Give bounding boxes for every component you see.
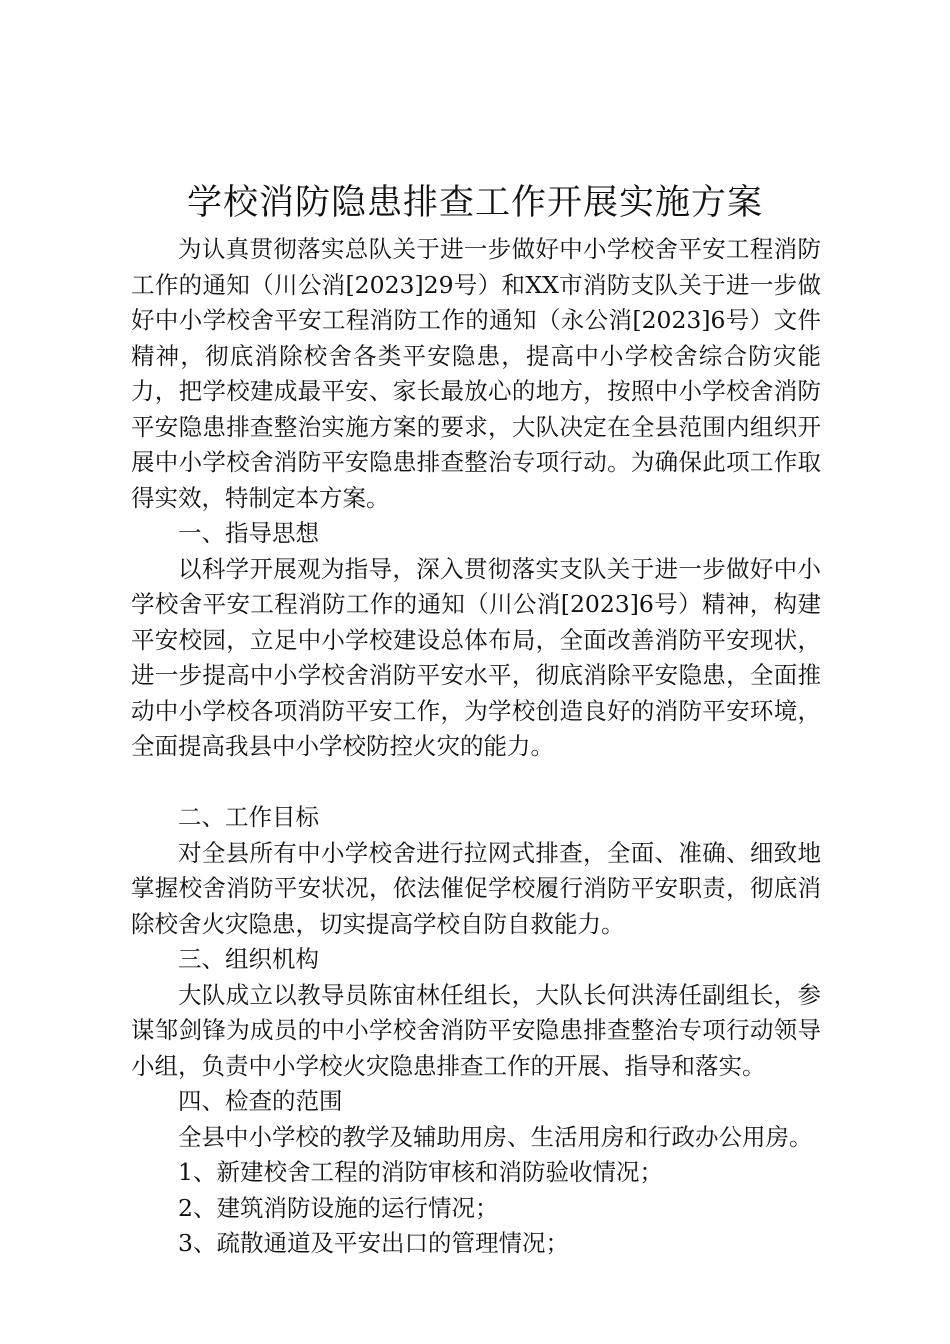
section-heading-organization: 三、组织机构 — [178, 945, 319, 973]
section-heading-guiding-ideology: 一、指导思想 — [178, 519, 319, 547]
section-body-inspection-scope: 全县中小学校的教学及辅助用房、生活用房和行政办公用房。 — [178, 1122, 813, 1151]
list-item: 3、疏散通道及平安出口的管理情况； — [178, 1229, 569, 1257]
paragraph-spacer — [131, 765, 821, 801]
list-item: 2、建筑消防设施的运行情况； — [178, 1193, 499, 1222]
section-body-organization: 大队成立以教导员陈宙林任组长，大队长何洪涛任副组长，参谋邹剑锋为成员的中小学校舍消防平安隐患排查整治专项行动领导小组，负责中小学校火灾隐患排查工作的开展、指导和落实。 — [131, 980, 821, 1080]
section-body-guiding-ideology: 以科学开展观为指导，深入贯彻落实支队关于进一步做好中小学校舍平安工程消防工作的通知（川公消[2023]6号）精神，构建平安校园，立足中小学校建设总体布局，全面改善消防平安现状，进一步提高中小学校舍消防平安水平，彻底消除平安隐患，全面推动中小学校各项消防平安工作，为学校创造良好的消防平安环境，全面提高我县中小学校防控火灾的能力。 — [131, 554, 821, 760]
document-title: 学校消防隐患排查工作开展实施方案 — [186, 183, 763, 223]
section-heading-work-goals: 二、工作目标 — [178, 803, 319, 831]
section-heading-inspection-scope: 四、检查的范围 — [178, 1087, 343, 1115]
intro-paragraph: 为认真贯彻落实总队关于进一步做好中小学校舍平安工程消防工作的通知（川公消[2023]29号）和XX市消防支队关于进一步做好中小学校舍平安工程消防工作的通知（永公消[2023]6号）文件精神，彻底消除校舍各类平安隐患，提高中小学校舍综合防灾能力，把学校建成最平安、家长最放心的地方，按照中小学校舍消防平安隐患排查整治实施方案的要求，大队决定在全县范围内组织开展中小学校舍消防平安隐患排查整治专项行动。为确保此项工作取得实效，特制定本方案。 — [131, 235, 821, 512]
list-item: 1、新建校舍工程的消防审核和消防验收情况； — [178, 1158, 663, 1186]
document-body — [131, 232, 821, 1262]
section-body-work-goals: 对全县所有中小学校舍进行拉网式排查，全面、准确、细致地掌握校舍消防平安状况，依法催促学校履行消防平安职责，彻底消除校舍火灾隐患，切实提高学校自防自救能力。 — [131, 838, 821, 938]
